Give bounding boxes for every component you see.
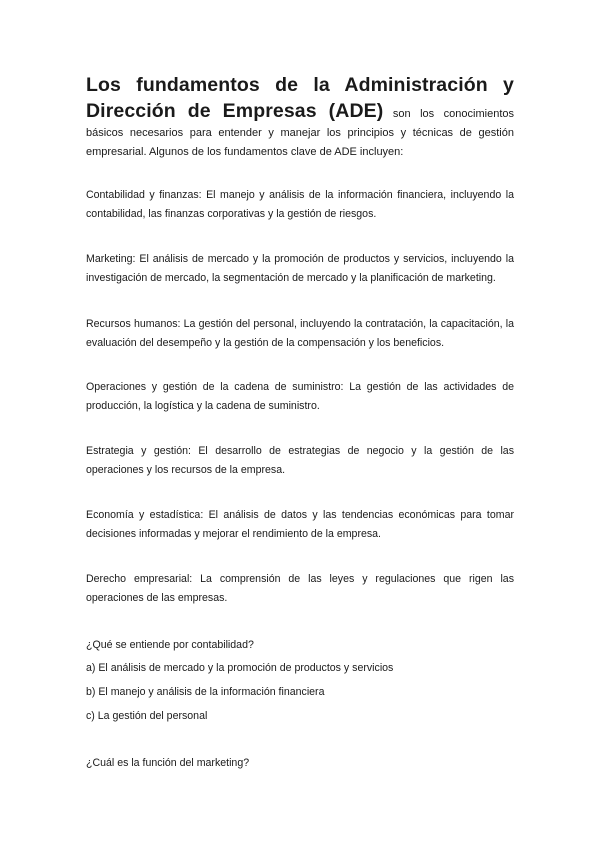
option-b: b) El manejo y análisis de la información financiera xyxy=(86,686,325,698)
option-a: a) El análisis de mercado y la promoción de productos y servicios xyxy=(86,662,394,674)
question-contabilidad: ¿Qué se entiende por contabilidad? xyxy=(86,639,254,651)
section-marketing: Marketing: El análisis de mercado y la promoción de productos y servicios, incluyendo la investigación de mercado, la segmentación de mercado y la planificación de marketing. xyxy=(86,253,514,284)
option-c: c) La gestión del personal xyxy=(86,710,208,722)
section-recursos-humanos: Recursos humanos: La gestión del personal, incluyendo la contratación, la capacitación, la evaluación del desempeño y la gestión de la compensación y los beneficios. xyxy=(86,318,514,349)
section-estrategia: Estrategia y gestión: El desarrollo de estrategias de negocio y la gestión de las operaciones y los recursos de la empresa. xyxy=(86,445,514,476)
question-marketing: ¿Cuál es la función del marketing? xyxy=(86,757,250,769)
intro-text: son los conocimientos básicos necesarios para entender y manejar los principios y técnicas de gestión empresarial. Algunos de los fundamentos clave de ADE incluyen: xyxy=(86,108,514,158)
section-derecho: Derecho empresarial: La comprensión de las leyes y regulaciones que rigen las operaciones de las empresas. xyxy=(86,573,514,604)
document-title: Los fundamentos de la Administración y Dirección de Empresas (ADE) xyxy=(86,74,514,122)
document-page xyxy=(86,72,514,769)
section-contabilidad: Contabilidad y finanzas: El manejo y análisis de la información financiera, incluyendo la contabilidad, las finanzas corporativas y la gestión de riesgos. xyxy=(86,189,514,220)
section-economia: Economía y estadística: El análisis de datos y las tendencias económicas para tomar decisiones informadas y mejorar el rendimiento de la empresa. xyxy=(86,509,514,540)
section-operaciones: Operaciones y gestión de la cadena de suministro: La gestión de las actividades de producción, la logística y la cadena de suministro. xyxy=(86,381,514,412)
intro-paragraph xyxy=(86,72,514,162)
